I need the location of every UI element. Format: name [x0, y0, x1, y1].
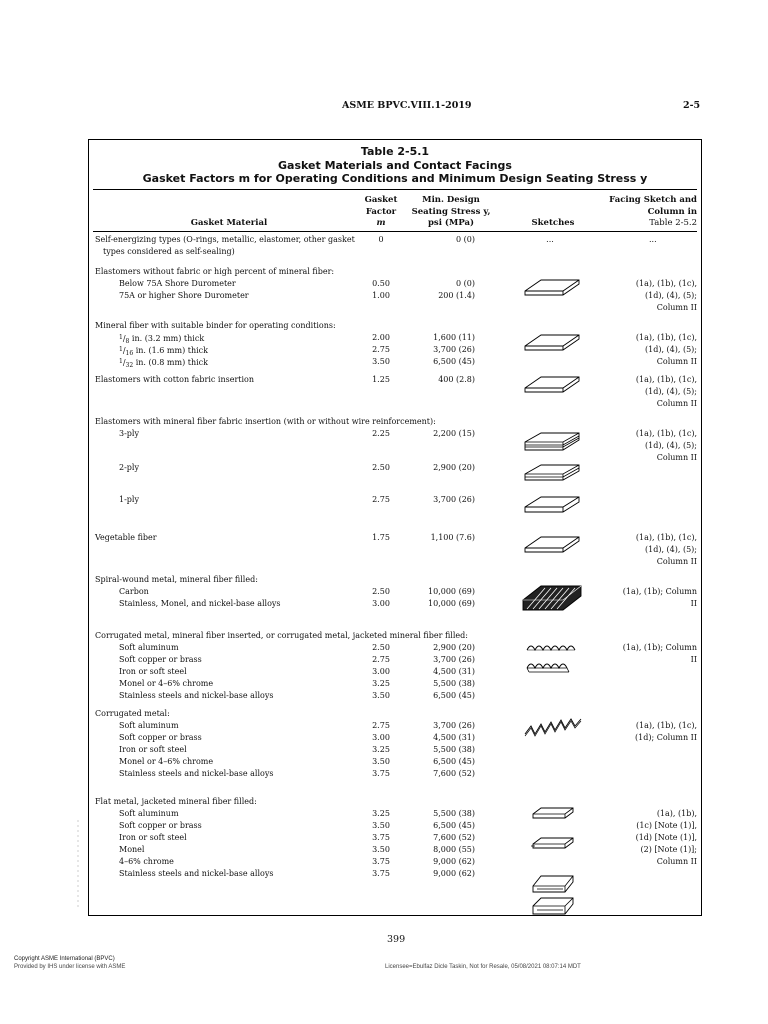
facing-reference: (1a), (1b); Column II: [622, 643, 697, 664]
stress-value: 7,600 (52): [433, 769, 475, 778]
stress-value: 1,600 (11): [433, 333, 475, 342]
factor-value: 3.50: [372, 691, 390, 700]
stress-value: 3,700 (26): [433, 655, 475, 664]
row-2-ply: 2-ply: [119, 463, 139, 472]
row-vegetable-fiber: Vegetable fiber: [95, 533, 157, 542]
stress-value: 6,500 (45): [433, 357, 475, 366]
license-notice-right: Licensee=Ebulfaz Dicle Taskin, Not for Resale, 05/08/2021 08:07:14 MDT: [385, 964, 581, 970]
row-spiral-heading: Spiral-wound metal, mineral fiber filled:: [95, 575, 258, 584]
factor-value: 3.75: [372, 833, 390, 842]
row-stainless-nickel: Stainless steels and nickel-base alloys: [119, 769, 274, 778]
factor-value: 3.25: [372, 745, 390, 754]
stress-value: 10,000 (69): [428, 599, 475, 608]
flat-ring-sketch: [523, 374, 583, 396]
stress-value: 2,900 (20): [433, 463, 475, 472]
factor-value: 0: [378, 235, 384, 244]
table-subtitle: Gasket Factors m for Operating Conditions and Minimum Design Seating Stress y: [142, 172, 648, 185]
factor-value: 3.25: [372, 809, 390, 818]
facing-reference: (1a), (1b), (1c), (1d), (4), (5); Column II: [635, 429, 697, 462]
factor-value: 3.50: [372, 845, 390, 854]
row-spiral-carbon: Carbon: [119, 587, 149, 596]
col-header-sketches: Sketches: [531, 218, 575, 228]
stress-value: 9,000 (62): [433, 869, 475, 878]
col-header-facing: Facing Sketch and Column in Table 2-5.2: [609, 195, 697, 228]
factor-value: 2.25: [372, 429, 390, 438]
row-soft-copper: Soft copper or brass: [119, 821, 202, 830]
factor-value: 3.75: [372, 857, 390, 866]
stress-value: 7,600 (52): [433, 833, 475, 842]
row-chrome: 4–6% chrome: [119, 857, 174, 866]
table-title: Gasket Materials and Contact Facings: [278, 158, 512, 172]
stress-value: 2,200 (15): [433, 429, 475, 438]
col-header-seating-stress: Min. Design Seating Stress y, psi (MPa): [411, 195, 491, 228]
sketch-none: ...: [546, 235, 554, 244]
factor-value: 1.00: [372, 291, 390, 300]
stress-value: 8,000 (55): [433, 845, 475, 854]
facing-reference: (1a), (1b); Column II: [622, 587, 697, 608]
factor-value: 2.75: [372, 721, 390, 730]
standard-name: ASME BPVC.VIII.1-2019: [342, 100, 472, 111]
stress-value: 200 (1.4): [438, 291, 475, 300]
stress-value: 5,500 (38): [433, 679, 475, 688]
gasket-table: [88, 139, 702, 916]
running-header: [0, 100, 768, 114]
spiral-wound-sketch: [521, 582, 585, 614]
three-ply-sketch: [523, 430, 583, 454]
copyright-notice: Copyright ASME International (BPVC): [14, 956, 115, 962]
row-monel: Monel: [119, 845, 145, 854]
row-monel-chrome: Monel or 4–6% chrome: [119, 757, 214, 766]
stress-value: 0 (0): [456, 235, 475, 244]
factor-value: 2.50: [372, 587, 390, 596]
section-page-ref: 2-5: [683, 100, 701, 111]
table-number: Table 2-5.1: [360, 145, 430, 158]
col-header-factor: Gasket Factor m: [364, 195, 398, 228]
stress-value: 5,500 (38): [433, 809, 475, 818]
factor-value: 3.00: [372, 599, 390, 608]
row-iron-steel: Iron or soft steel: [119, 833, 187, 842]
factor-value: 3.75: [372, 769, 390, 778]
stress-value: 4,500 (31): [433, 733, 475, 742]
facing-reference: (1a), (1b), (1c), (1d), (4), (5); Column II: [635, 279, 697, 312]
row-cotton-fabric: Elastomers with cotton fabric insertion: [95, 375, 255, 384]
factor-value: 2.75: [372, 495, 390, 504]
stress-value: 6,500 (45): [433, 757, 475, 766]
stress-value: 3,700 (26): [433, 721, 475, 730]
factor-value: 3.50: [372, 357, 390, 366]
license-notice-left: Provided by IHS under license with ASME: [14, 964, 126, 970]
row-monel-chrome: Monel or 4–6% chrome: [119, 679, 214, 688]
stress-value: 9,000 (62): [433, 857, 475, 866]
row-soft-copper: Soft copper or brass: [119, 733, 202, 742]
factor-value: 1.75: [372, 533, 390, 542]
flat-ring-sketch: [523, 534, 583, 556]
stress-value: 0 (0): [456, 279, 475, 288]
col-header-material: Gasket Material: [190, 218, 268, 228]
row-soft-aluminum: Soft aluminum: [119, 809, 179, 818]
header-rule: [93, 231, 697, 232]
row-elastomer-heading: Elastomers without fabric or high percent of mineral fiber:: [95, 267, 335, 276]
factor-value: 1.25: [372, 375, 390, 384]
row-corrugated-heading: Corrugated metal:: [95, 709, 170, 718]
row-3-ply: 3-ply: [119, 429, 139, 438]
facing-reference: (1a), (1b), (1c), (1d); Column II: [635, 721, 697, 742]
row-corrugated-inserted-heading: Corrugated metal, mineral fiber inserted, or corrugated metal, jacketed mineral fiber filled:: [95, 631, 468, 640]
factor-value: 3.50: [372, 757, 390, 766]
side-watermark: [75, 820, 81, 910]
row-iron-steel: Iron or soft steel: [119, 745, 187, 754]
row-self-energizing-cont: types considered as self-sealing): [103, 247, 235, 256]
two-ply-sketch: [523, 462, 583, 484]
stress-value: 10,000 (69): [428, 587, 475, 596]
row-iron-steel: Iron or soft steel: [119, 667, 187, 676]
factor-value: 0.50: [372, 279, 390, 288]
facing-none: ...: [649, 235, 657, 244]
row-mineral-eighth: $^1/_8$ in. (3.2 mm) thick: [119, 334, 205, 345]
stress-value: 3,700 (26): [433, 495, 475, 504]
facing-reference: (1a), (1b), (1c) [Note (1)], (1d) [Note (1)], (2) [Note (1)]; Column II: [635, 809, 697, 866]
row-soft-aluminum: Soft aluminum: [119, 721, 179, 730]
factor-value: 3.25: [372, 679, 390, 688]
row-self-energizing: Self-energizing types (O-rings, metallic, elastomer, other gasket: [95, 235, 355, 244]
flat-ring-sketch: [523, 277, 583, 299]
factor-value: 3.00: [372, 667, 390, 676]
facing-reference: (1a), (1b), (1c), (1d), (4), (5); Column II: [635, 375, 697, 408]
stress-value: 6,500 (45): [433, 691, 475, 700]
corrugated-inserted-sketch: [525, 640, 581, 676]
row-spiral-stainless: Stainless, Monel, and nickel-base alloys: [119, 599, 281, 608]
row-elastomer-below75a: Below 75A Shore Durometer: [119, 279, 236, 288]
factor-value: 2.75: [372, 655, 390, 664]
row-ply-heading: Elastomers with mineral fiber fabric insertion (with or without wire reinforcement):: [95, 417, 436, 426]
stress-value: 6,500 (45): [433, 821, 475, 830]
corrugated-metal-sketch: [523, 716, 583, 740]
row-mineral-sixteenth: $^1/_{16}$ in. (1.6 mm) thick: [119, 346, 208, 357]
factor-value: 2.50: [372, 643, 390, 652]
page-number: 399: [387, 934, 406, 945]
row-1-ply: 1-ply: [119, 495, 139, 504]
row-elastomer-75a-higher: 75A or higher Shore Durometer: [119, 291, 249, 300]
stress-value: 400 (2.8): [438, 375, 475, 384]
stress-value: 4,500 (31): [433, 667, 475, 676]
row-stainless-nickel: Stainless steels and nickel-base alloys: [119, 691, 274, 700]
factor-value: 2.75: [372, 345, 390, 354]
stress-value: 2,900 (20): [433, 643, 475, 652]
title-rule: [93, 189, 697, 190]
facing-reference: (1a), (1b), (1c), (1d), (4), (5); Column II: [635, 533, 697, 566]
flat-ring-sketch: [523, 332, 583, 354]
facing-reference: (1a), (1b), (1c), (1d), (4), (5); Column II: [635, 333, 697, 366]
factor-value: 3.50: [372, 821, 390, 830]
row-mineral-heading: Mineral fiber with suitable binder for operating conditions:: [95, 321, 336, 330]
table-titles: [89, 145, 701, 186]
row-stainless-nickel: Stainless steels and nickel-base alloys: [119, 869, 274, 878]
stress-value: 3,700 (26): [433, 345, 475, 354]
row-flat-metal-heading: Flat metal, jacketed mineral fiber filled:: [95, 797, 257, 806]
row-mineral-thirtysecond: $^1/_{32}$ in. (0.8 mm) thick: [119, 358, 208, 369]
row-soft-copper: Soft copper or brass: [119, 655, 202, 664]
stress-value: 5,500 (38): [433, 745, 475, 754]
flat-metal-jacketed-sketches: [529, 806, 579, 918]
factor-value: 2.00: [372, 333, 390, 342]
factor-value: 3.00: [372, 733, 390, 742]
row-soft-aluminum: Soft aluminum: [119, 643, 179, 652]
one-ply-sketch: [523, 494, 583, 516]
factor-value: 2.50: [372, 463, 390, 472]
factor-value: 3.75: [372, 869, 390, 878]
stress-value: 1,100 (7.6): [430, 533, 475, 542]
